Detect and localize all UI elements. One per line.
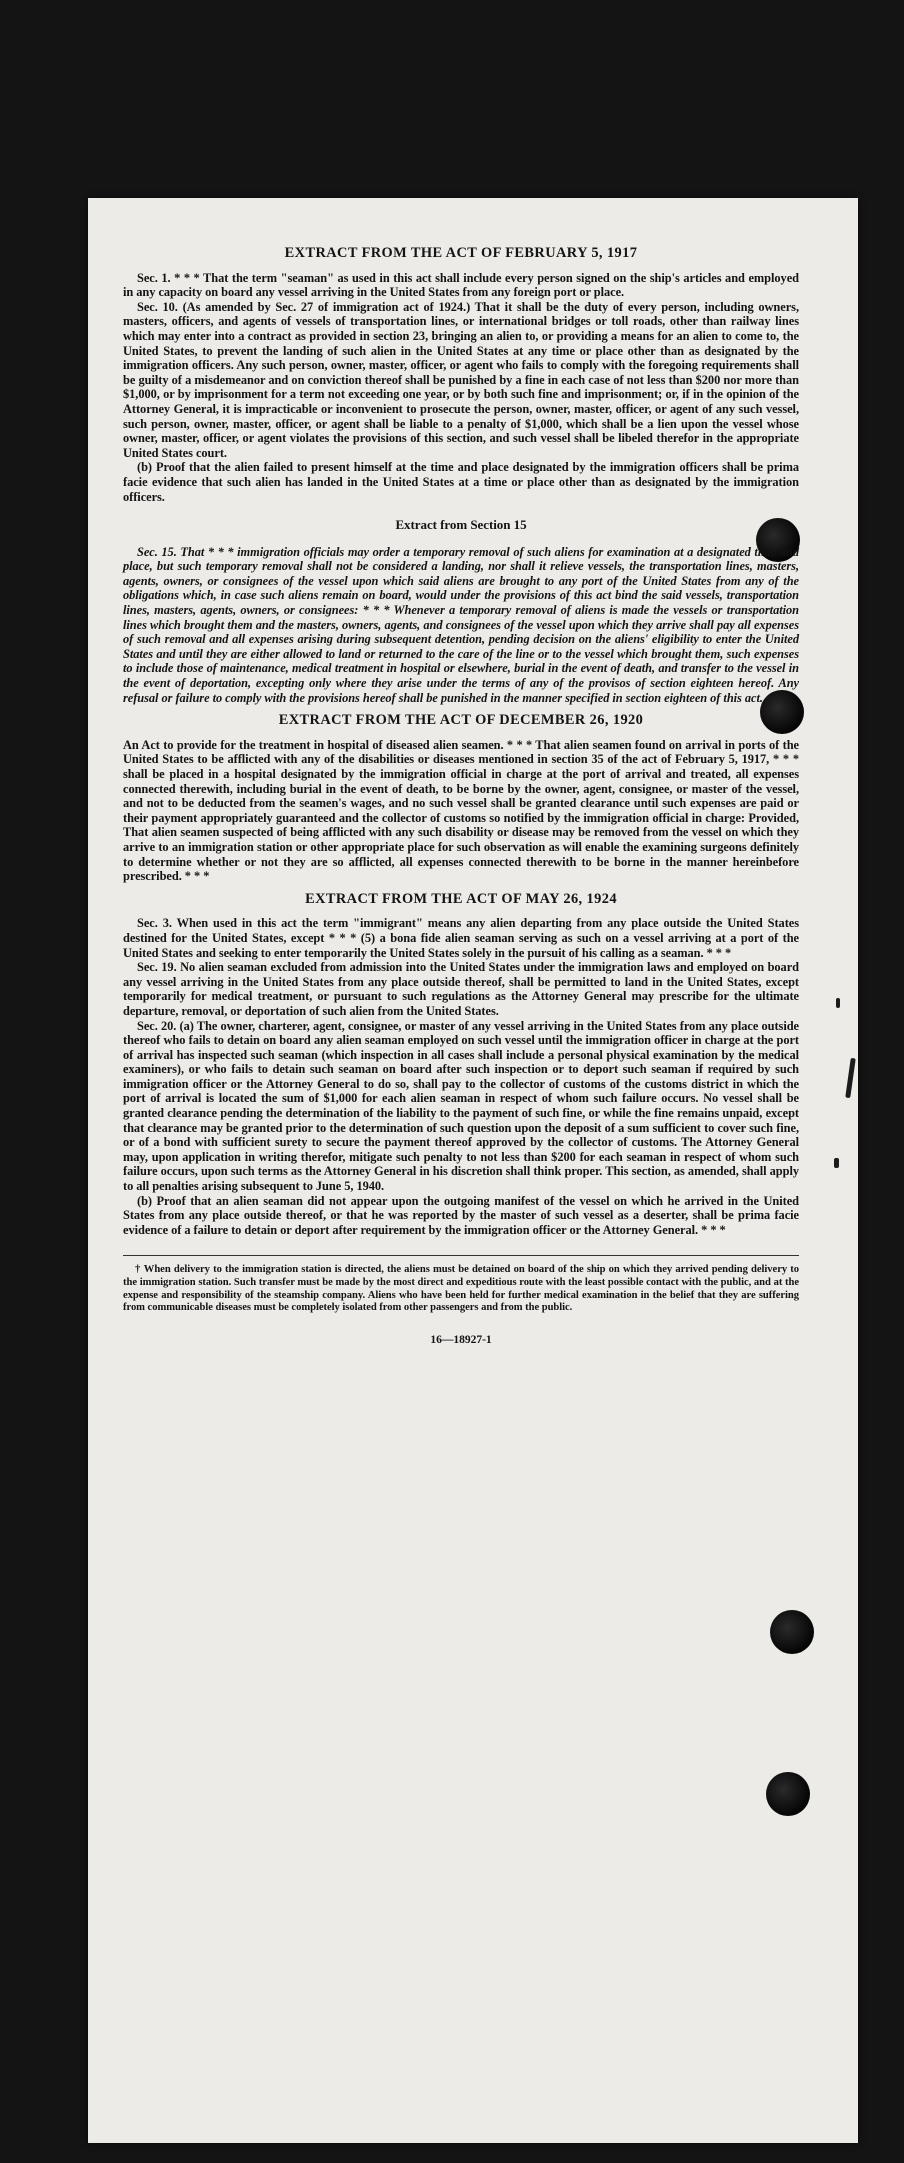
document-body xyxy=(123,238,799,1347)
section-act-1924 xyxy=(123,892,799,1238)
section-extract-15 xyxy=(123,518,799,705)
ink-mark-1 xyxy=(845,1058,856,1098)
section-paragraph: Sec. 1. * * * That the term "seaman" as used in this act shall include every person signed on the ship's articles and employed in any capacity on board any vessel arriving in the United States from any foreign port or place. xyxy=(123,270,799,300)
section-act-1920 xyxy=(123,713,799,884)
document-page xyxy=(88,198,858,2143)
section-heading: EXTRACT FROM THE ACT OF MAY 26, 1924 xyxy=(305,890,617,907)
section-paragraph: Sec. 10. (As amended by Sec. 27 of immigration act of 1924.) That it shall be the duty of every person, including owners, masters, officers, and agents of vessels of transportation lines, or international bridges or toll roads, other than railway lines which may enter into a contract as provided in section 23, bringing an alien to, or providing a means for an alien to come to, the United States, to prevent the landing of such alien in the United States at any time or place other than as designated by the immigration officers. Any such person, owner, master, officer, or agent who fails to comply with the foregoing requirements shall be guilty of a misdemeanor and on conviction thereof shall be punished by a fine in each case of not less than $200 nor more than $1,000, or by imprisonment for a term not exceeding one year, or by both such fine and imprisonment; or, if in the opinion of the Attorney General, it is impracticable or inconvenient to prosecute the person, owner, master, officer, or agent of any such vessel, such person, owner, master, officer, or agent shall be liable to a penalty of $1,000, which shall be a lien upon the vessel whose owner, master, officer, or agent violates the provisions of this section, and such vessel shall be libeled therefor in the appropriate United States court. xyxy=(123,299,799,460)
section-paragraph: (b) Proof that the alien failed to present himself at the time and place designated by the immigration officers shall be prima facie evidence that such alien has landed in the United States at a time or place other than as designated by the immigration officers. xyxy=(123,460,799,504)
footnote: † When delivery to the immigration station is directed, the aliens must be detained on board of the ship on which they arrived pending delivery to the immigration station. Such transfer must be made by the most direct and expeditious route with the least possible contact with the public, and at the expense and responsibility of the steamship company. Aliens who have been held for further medical examination in the belief that they are suffering from communicable diseases must be completely isolated from other passengers and from the public. xyxy=(123,1255,799,1314)
ink-mark-3 xyxy=(834,1158,839,1168)
section-paragraph: Sec. 19. No alien seaman excluded from admission into the United States under the immigration laws and employed on board any vessel arriving in the United States from any place outside thereof, shall be permitted to land in the United States, except temporarily for medical treatment, or pursuant to such regulations as the Attorney General may prescribe for the ultimate departure, removal, or deportation of such alien from the United States. xyxy=(123,960,799,1018)
section-heading: EXTRACT FROM THE ACT OF DECEMBER 26, 1920 xyxy=(278,712,644,729)
section-paragraph: Sec. 15. That * * * immigration officials may order a temporary removal of such aliens for examination at a designated time and place, but such temporary removal shall not be considered a landing, nor shall it relieve vessels, the transportation lines, masters, agents, owners, or consignees of the vessel upon which said aliens are brought to any port of the United States from any of the obligations which, in case such aliens remain on board, would under the provisions of this act bind the said vessels, transportation lines, masters, agents, owners, or consignees: * * * Whenever a temporary removal of aliens is made the vessels or transportation lines which brought them and the masters, owners, agents, and consignees of the vessel upon which they arrive shall pay all expenses of such removal and all expenses arising during subsequent detention, pending decision on the aliens' eligibility to enter the United States and until they are either allowed to land or returned to the care of the line or to the vessel which brought them, such expenses to include those of maintenance, medical treatment in hospital or elsewhere, burial in the event of death, and transfer to the vessel in the event of deportation, excepting only where they arise under the terms of any of the provisos of section eighteen hereof. Any refusal or failure to comply with the provisions hereof shall be punished in the manner specified in section eighteen of this act. xyxy=(123,544,799,705)
ink-mark-2 xyxy=(836,998,840,1008)
section-paragraph: An Act to provide for the treatment in hospital of diseased alien seamen. * * * That alien seamen found on arrival in ports of the United States to be afflicted with any of the disabilities or diseases mentioned in section 35 of the act of February 5, 1917, * * * shall be placed in a hospital designated by the immigration official in charge at the port of arrival and treated, all expenses connected therewith, including burial in the event of death, to be borne by the owner, agent, consignee, or master of the vessel, and not to be deducted from the seamen's wages, and no such vessel shall be granted clearance until such expenses are paid or their payment appropriately guaranteed and the collector of customs so notified by the immigration official in charge: Provided, That alien seamen suspected of being afflicted with any such disability or disease may be removed from the vessel on which they arrive to an immigration station or other appropriate place for such observation as will enable the examining surgeons definitely to determine whether or not they are so afflicted, all expenses connected therewith to be borne in the manner hereinbefore prescribed. * * * xyxy=(123,737,799,884)
subsection-heading: Extract from Section 15 xyxy=(395,517,527,533)
punch-hole-4 xyxy=(766,1772,810,1816)
section-paragraph: Sec. 3. When used in this act the term "immigrant" means any alien departing from any place outside the United States destined for the United States, except * * * (5) a bona fide alien seaman serving as such on a vessel arriving at a port of the United States and seeking to enter temporarily the United States solely in the pursuit of his calling as a seaman. * * * xyxy=(123,916,799,960)
form-number: 16—18927-1 xyxy=(430,1332,492,1346)
punch-hole-3 xyxy=(770,1610,814,1654)
section-heading: EXTRACT FROM THE ACT OF FEBRUARY 5, 1917 xyxy=(284,245,638,261)
section-act-1917 xyxy=(123,246,799,504)
section-paragraph: Sec. 20. (a) The owner, charterer, agent, consignee, or master of any vessel arriving in the United States from any place outside thereof who fails to detain on board any alien seaman employed on such vessel until the immigration officer in charge at the port of arrival has inspected such seaman (which inspection in all cases shall include a personal physical examination by the medical examiners), or who fails to detain such seaman on board after such inspection or to deport such seaman if required by such immigration officer or the Attorney General to do so, shall pay to the collector of customs of the customs district in which the port of arrival is located the sum of $1,000 for each alien seaman in respect of whom such failure occurs. No vessel shall be granted clearance pending the determination of the liability to the payment of such fine, or while the fine remains unpaid, except that clearance may be granted prior to the determination of such question upon the deposit of a sum sufficient to cover such fine, or of a bond with sufficient surety to secure the payment thereof approved by the collector of customs. The Attorney General may, upon application in writing therefor, mitigate such penalty to not less than $200 for each seaman in respect of whom such failure occurs, upon such terms as the Attorney General in his discretion shall think proper. This section, as amended, shall apply to all penalties arising subsequent to June 5, 1940. xyxy=(123,1018,799,1194)
section-paragraph: (b) Proof that an alien seaman did not appear upon the outgoing manifest of the vessel on which he arrived in the United States from any place outside thereof, or that he was reported by the master of such vessel as a deserter, shall be prima facie evidence of a failure to detain or deport after requirement by the immigration officer or the Attorney General. * * * xyxy=(123,1193,799,1237)
